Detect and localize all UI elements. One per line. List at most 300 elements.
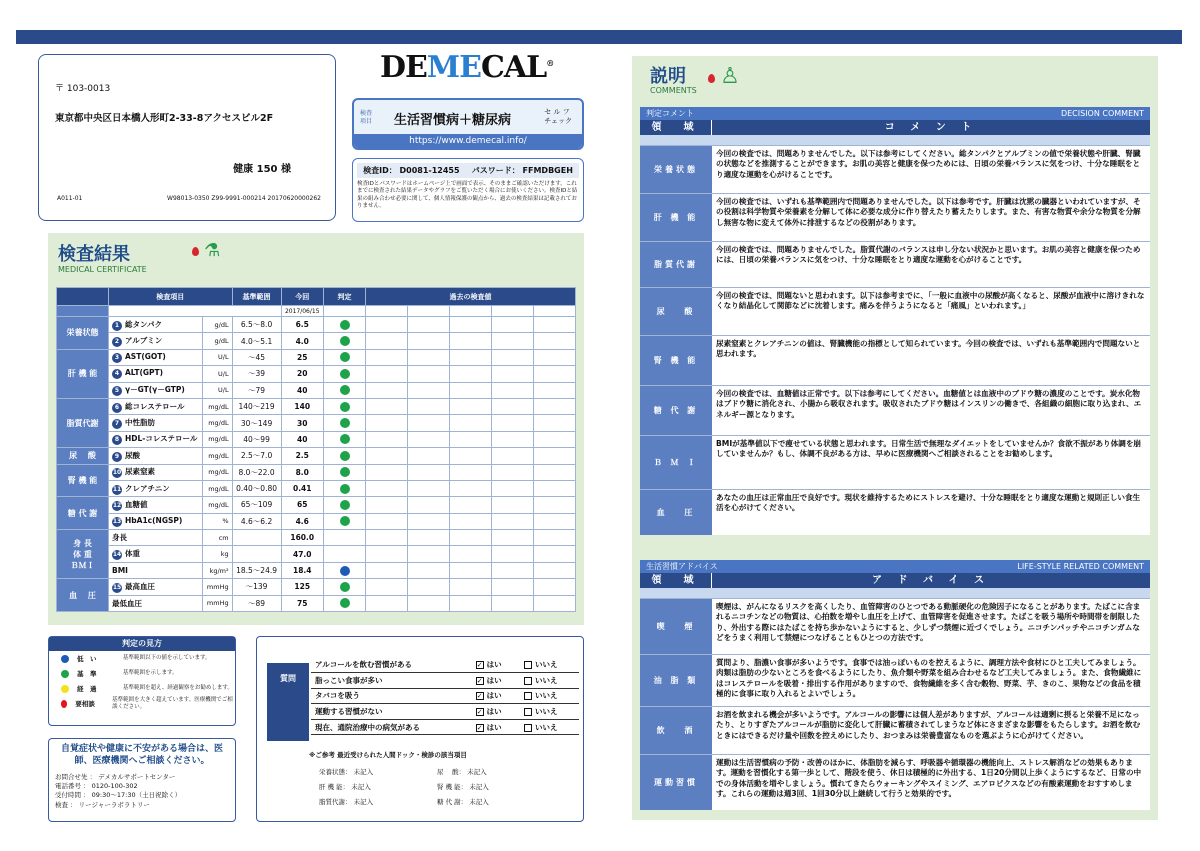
item-name: HbA1c(NGSP) [125, 515, 183, 525]
comment-area: Ｂ Ｍ Ｉ [640, 436, 712, 489]
test-item [109, 497, 203, 513]
legend-desc: 基準範囲以下の値を示しています。 [123, 655, 211, 662]
checkbox-empty-icon [524, 708, 532, 716]
legend-label: 基 準 [77, 670, 97, 678]
past-value-cell [492, 497, 534, 513]
table-row [57, 562, 576, 578]
credentials-panel [352, 158, 584, 222]
question-text: 現在、通院治療中の病気がある [311, 719, 472, 735]
past-value-cell [492, 333, 534, 349]
past-value-cell [492, 349, 534, 365]
password: パスワード： FFMDBGEH [471, 166, 573, 175]
past-value-cell [366, 333, 408, 349]
checkbox-checked-icon: ✓ [476, 661, 483, 670]
comment-text: 運動は生活習慣病の予防・改善のほかに、体脂肪を減らす、呼吸器や循環器の機能向上、ストレス解消などの効果もあります。運動を習慣化する第一歩として、階段を使う、休日は積極的に外出する、1日20分間以上歩くようにするなど、日常の中での身体活動を増やしましょう。慣れてきたらウォーキングやスイミング、エアロビクスなどの有酸素運動をおすすめします。これらの運動は週3回、1回30分以上継続して行うと効果的です。 [712, 755, 1150, 810]
current-value: 125 [281, 579, 324, 595]
past-value-cell [366, 464, 408, 480]
answer-no[interactable] [520, 688, 579, 704]
test-item [109, 480, 203, 496]
judgement-cell [324, 546, 366, 562]
past-value-cell [450, 464, 492, 480]
questionnaire-panel [256, 636, 584, 822]
item-name: BMI [112, 566, 128, 576]
past-value-cell [492, 382, 534, 398]
judgement-cell [324, 349, 366, 365]
item-name: AST(GOT) [125, 351, 166, 361]
past-value-cell [366, 349, 408, 365]
test-id: 検査ID： D0081-12455 [363, 166, 460, 175]
past-value-cell [534, 431, 576, 447]
comment-text: あなたの血圧は正常血圧で良好です。現状を維持するためにストレスを避け、十分な睡眠をとり適度な運動と規則正しい食生活を心がけてください。 [712, 490, 1150, 535]
item-unit: U/L [203, 382, 232, 398]
item-number: 14 [112, 551, 122, 559]
item-number: 5 [112, 386, 122, 396]
contact-line: 電話番号 ： 0120-100-302 [55, 782, 138, 791]
past-value-cell [492, 562, 534, 578]
comment-row [640, 385, 1150, 435]
past-value-cell [492, 595, 534, 611]
category-label: 脂質代謝 [57, 398, 109, 447]
test-item [109, 448, 203, 464]
comment-row [640, 598, 1150, 654]
yes-label: はい [486, 675, 502, 685]
legend-label: 低 い [77, 655, 97, 663]
past-value-cell [366, 317, 408, 333]
checkbox-checked-icon: ✓ [476, 723, 483, 732]
history-item: 糖 代 謝： 未記入 [437, 797, 489, 806]
no-label: いいえ [534, 707, 558, 717]
reference-range: ～139 [232, 579, 281, 595]
microscope-icon: ⚗ [192, 240, 220, 261]
past-cell [534, 306, 576, 317]
past-value-cell [366, 382, 408, 398]
judgement-dot-icon [340, 516, 350, 526]
legend-panel [48, 636, 236, 726]
past-value-cell [450, 333, 492, 349]
past-value-cell [408, 333, 450, 349]
legend-item [49, 696, 235, 711]
past-value-cell [408, 513, 450, 529]
category-label: 尿 酸 [57, 448, 109, 464]
test-type-panel [352, 98, 584, 150]
judgement-dot-icon [340, 352, 350, 362]
item-number: 1 [112, 321, 122, 331]
current-value: 20 [281, 366, 324, 382]
test-item [109, 464, 203, 480]
reference-range: 65～109 [232, 497, 281, 513]
past-value-cell [450, 366, 492, 382]
item-number: 11 [112, 485, 122, 493]
results-title: 検査結果 [58, 244, 130, 265]
comment-row [640, 241, 1150, 287]
past-value-cell [534, 480, 576, 496]
past-value-cell [366, 530, 408, 546]
table-row [57, 595, 576, 611]
item-unit: kg [203, 546, 232, 562]
comment-text: 質問より、脂濃い食事が多いようです。食事では油っぽいものを控えるように、調理方法や食材にひと工夫してみましょう。肉類は脂肪の少ないところを食べるようにしたり、魚介類や野菜を組み合わせるなど工夫してみましょう。また、食物繊維にはコレステロールを吸着・排出する作用がありますので、食物繊維を多く含む穀物、野菜、芋、きのこ、果物などの食品を積極的に食事に取り入れるとよいでしょう。 [712, 655, 1150, 706]
contact-line: お問合せ先 ： デメカルサポートセンター [55, 773, 176, 782]
header-current: 今回 [281, 288, 324, 306]
no-label: いいえ [534, 691, 558, 701]
test-item [109, 382, 203, 398]
category-label: 腎 機 能 [57, 464, 109, 497]
judgement-cell [324, 480, 366, 496]
advice-col-advice: ア ド バ イ ス [872, 575, 990, 586]
past-value-cell [450, 579, 492, 595]
past-cell [450, 306, 492, 317]
current-value: 47.0 [281, 546, 324, 562]
past-value-cell [534, 382, 576, 398]
reference-note: ※ご参考 最近受けられた人間ドック・検診の該当項目 [309, 751, 467, 759]
past-value-cell [366, 513, 408, 529]
no-label: いいえ [534, 722, 558, 732]
judgement-dot-icon [340, 336, 350, 346]
test-date: 2017/06/15 [281, 306, 324, 317]
past-value-cell [366, 595, 408, 611]
no-label: いいえ [534, 675, 558, 685]
comment-area: 運動習慣 [640, 755, 712, 810]
answer-no[interactable] [520, 673, 579, 689]
comment-text: 喫煙は、がんになるリスクを高くしたり、血管障害のひとつである動脈硬化の危険因子になることがあります。たばこに含まれるニコチンなどの物質は、心拍数を増やし血圧を上げて、血管障害を促進させます。たばこを吸う場所や時間帯を制限したり、外出する際にはたばこを持ち歩かないようにすると、少しずつ禁煙に近づくでしょう。ニコチンパッチやニコチンガムなどをうまく利用して禁煙につなげることもひとつの方法です。 [712, 599, 1150, 654]
item-name: 総タンパク [125, 319, 162, 329]
past-value-cell [492, 464, 534, 480]
answer-yes[interactable] [472, 673, 520, 689]
past-value-cell [492, 480, 534, 496]
item-number: 10 [112, 469, 122, 477]
test-item [109, 415, 203, 431]
past-value-cell [366, 398, 408, 414]
question-row [311, 688, 579, 704]
legend-item [49, 681, 235, 696]
contact-line: 検査 ： リージャーラボラトリー [55, 800, 150, 809]
item-name: 尿酸 [125, 450, 140, 460]
yes-label: はい [486, 707, 502, 717]
comment-row [640, 193, 1150, 241]
past-value-cell [450, 530, 492, 546]
item-unit: cm [203, 530, 232, 546]
judgement-dot-icon [340, 451, 350, 461]
past-value-cell [450, 398, 492, 414]
past-value-cell [534, 464, 576, 480]
judgement-dot-icon [340, 500, 350, 510]
comment-row [640, 435, 1150, 489]
answer-no[interactable] [520, 657, 579, 673]
reference-range: 6.5～8.0 [232, 317, 281, 333]
past-value-cell [492, 579, 534, 595]
comment-row [640, 335, 1150, 385]
past-value-cell [450, 562, 492, 578]
history-list [319, 765, 569, 810]
judgement-dot-icon [340, 566, 350, 576]
reference-range: ～79 [232, 382, 281, 398]
past-value-cell [534, 546, 576, 562]
item-number: 4 [112, 369, 122, 379]
test-item [109, 366, 203, 382]
item-unit: % [203, 513, 232, 529]
decision-col-area: 領 域 [640, 120, 712, 135]
advice-table [640, 560, 1150, 810]
header-past: 過去の検査値 [366, 288, 576, 306]
legend-label: 要相談 [75, 700, 95, 708]
item-name: アルブミン [125, 336, 163, 346]
reference-range: 30～149 [232, 415, 281, 431]
header-range: 基準範囲 [232, 288, 281, 306]
results-table [56, 287, 576, 612]
judgement-dot-icon [340, 418, 350, 428]
reference-range: ～45 [232, 349, 281, 365]
table-row [57, 464, 576, 480]
test-item [109, 579, 203, 595]
answer-no[interactable] [520, 704, 579, 720]
category-label: 血 圧 [57, 579, 109, 612]
table-row [57, 415, 576, 431]
comment-row [640, 754, 1150, 810]
table-row [57, 431, 576, 447]
past-value-cell [450, 448, 492, 464]
item-unit: g/dL [203, 317, 232, 333]
question-row [311, 704, 579, 720]
judgement-cell [324, 333, 366, 349]
item-number: 7 [112, 419, 122, 429]
comment-row [640, 489, 1150, 535]
category-label: 糖 代 謝 [57, 497, 109, 530]
past-value-cell [534, 317, 576, 333]
item-unit: U/L [203, 366, 232, 382]
judgement-cell [324, 366, 366, 382]
question-row [311, 673, 579, 689]
item-unit: mg/dL [203, 497, 232, 513]
legend-item [49, 651, 235, 666]
past-value-cell [450, 513, 492, 529]
past-value-cell [492, 317, 534, 333]
checkbox-checked-icon: ✓ [476, 708, 483, 717]
item-unit: g/dL [203, 333, 232, 349]
test-item [109, 333, 203, 349]
past-value-cell [492, 530, 534, 546]
item-unit: mg/dL [203, 480, 232, 496]
item-number: 12 [112, 501, 122, 509]
item-name: γ－GT(γ－GTP) [125, 385, 185, 395]
self-check-label: セ ル フ チェック [544, 108, 572, 126]
item-name: ALT(GPT) [125, 368, 164, 378]
past-value-cell [408, 546, 450, 562]
comment-row [640, 145, 1150, 193]
item-name: 尿素窒素 [125, 467, 155, 477]
answer-no[interactable] [520, 719, 579, 735]
item-unit: mmHg [203, 579, 232, 595]
test-label: 検査 項目 [360, 110, 373, 126]
item-name: クレアチニン [125, 483, 170, 493]
judgement-cell [324, 497, 366, 513]
checkbox-checked-icon: ✓ [476, 676, 483, 685]
question-text: タバコを吸う [311, 688, 472, 704]
test-item [109, 513, 203, 529]
checkbox-empty-icon [524, 724, 532, 732]
test-item [109, 530, 203, 546]
past-value-cell [408, 366, 450, 382]
past-value-cell [492, 415, 534, 431]
comment-text: 今回の検査では、血糖値は正常です。以下は参考にしてください。血糖値とは血液中のブドウ糖の濃度のことです。炭水化物はブドウ糖に消化され、小腸から吸収されます。吸収されたブドウ糖はインスリンの働きで、各組織の細胞に取り込まれ、エネルギー源となります。 [712, 386, 1150, 435]
results-subtitle: MEDICAL CERTIFICATE [58, 265, 147, 274]
comment-row [640, 654, 1150, 706]
history-item: 栄養状態： 未記入 [319, 768, 374, 776]
recipient-name: 健康 150 様 [233, 164, 291, 175]
past-value-cell [366, 480, 408, 496]
answer-yes[interactable] [472, 704, 520, 720]
past-value-cell [408, 595, 450, 611]
category-label: 栄養状態 [57, 317, 109, 350]
answer-yes[interactable] [472, 688, 520, 704]
item-number: 9 [112, 452, 122, 462]
checkbox-empty-icon [524, 677, 532, 685]
website-url[interactable]: https://www.demecal.info/ [354, 134, 582, 148]
past-value-cell [534, 579, 576, 595]
reference-range: 0.40～0.80 [232, 480, 281, 496]
category-label: 身 長 体 重 ＢＭＩ [57, 530, 109, 579]
item-name: 血糖値 [125, 499, 148, 509]
comments-title: 説明 [650, 66, 686, 87]
past-value-cell [492, 546, 534, 562]
past-value-cell [366, 431, 408, 447]
past-value-cell [408, 448, 450, 464]
item-unit: kg/m² [203, 562, 232, 578]
answer-yes[interactable] [472, 719, 520, 735]
question-head: 質問 [267, 663, 309, 741]
current-value: 8.0 [281, 464, 324, 480]
legend-desc: 基準範囲を超え、経過観察をお勧めします。 [123, 685, 233, 692]
item-number: 2 [112, 337, 122, 347]
past-value-cell [366, 448, 408, 464]
person-icon: ♙ [708, 64, 740, 89]
past-value-cell [450, 431, 492, 447]
past-cell [324, 306, 366, 317]
test-item [109, 546, 203, 562]
current-value: 6.5 [281, 317, 324, 333]
past-value-cell [408, 464, 450, 480]
comments-subtitle: COMMENTS [650, 86, 697, 95]
legend-desc: 基準範囲を大きく超えています。医療機関でご相談ください。 [112, 696, 233, 710]
question-text: アルコールを飲む習慣がある [311, 657, 472, 673]
address-panel [38, 54, 336, 221]
test-item [109, 562, 203, 578]
question-row [311, 657, 579, 673]
item-unit: mg/dL [203, 448, 232, 464]
table-row [57, 317, 576, 333]
code-right: W98013-0350 Z99-9991-000214 20170620000262 [167, 195, 321, 202]
past-value-cell [408, 480, 450, 496]
comment-text: 今回の検査では、問題ないと思われます。以下は参考までに、「一般に血液中の尿酸が高くなると、尿酸が血液中に溶けきれなくなり結晶化して関節などに沈着します。痛みを伴うようになると「痛風」といわれます。」 [712, 288, 1150, 335]
table-row [57, 382, 576, 398]
current-value: 160.0 [281, 530, 324, 546]
comment-row [640, 706, 1150, 754]
judgement-cell [324, 382, 366, 398]
judgement-dot-icon [340, 385, 350, 395]
judgement-cell [324, 415, 366, 431]
comment-text: お酒を飲まれる機会が多いようです。アルコールの影響には個人差がありますが、アルコールは適剰に摂ると栄養不足になったり、とりすぎたアルコールが脂肪に変化して肝臓に蓄積されてしまうなど体にさまざまな影響をもたらします。お酒を飲むときにはできるだけ量や回数を控えめにしたり、おつまみは栄養豊富なものを選ぶように心がけてください。 [712, 707, 1150, 754]
current-value: 40 [281, 431, 324, 447]
past-value-cell [492, 448, 534, 464]
test-item [109, 349, 203, 365]
comment-row [640, 287, 1150, 335]
past-value-cell [408, 382, 450, 398]
legend-label: 経 過 [77, 685, 97, 693]
contact-line: 受付時間 ： 09:30～17:30（土日祝除く） [55, 791, 182, 800]
street-address: 東京都中央区日本橋人形町2-33-8アクセスビル2F [55, 113, 274, 124]
comment-text: BMIが基準値以下で痩せている状態と思われます。日常生活で無理なダイエットをしていませんか？食欲不振があり体調を崩していませんか？もし、体調不良がある方は、早めに医療機関へご相談されることをお勧めします。 [712, 436, 1150, 489]
date-row-blank [57, 306, 109, 317]
item-name: 身長 [112, 533, 127, 543]
test-title: 生活習慣病＋糖尿病 [394, 113, 512, 128]
item-unit: U/L [203, 349, 232, 365]
past-value-cell [366, 415, 408, 431]
comment-text: 今回の検査では、問題ありませんでした。脂質代謝のバランスは申し分ない状況かと思います。お肌の美容と健康を保つためには、日頃の栄養バランスに気をつけ、十分な睡眠をとり適度な運動を心がけることです。 [712, 242, 1150, 287]
judgement-cell [324, 431, 366, 447]
legend-dot-icon [61, 655, 69, 663]
decision-jp: 判定コメント [646, 109, 694, 118]
reference-range: 4.6～6.2 [232, 513, 281, 529]
current-value: 30 [281, 415, 324, 431]
judgement-cell [324, 464, 366, 480]
table-row [57, 366, 576, 382]
past-value-cell [408, 398, 450, 414]
comment-area: 腎 機 能 [640, 336, 712, 385]
past-value-cell [534, 349, 576, 365]
reference-range: 2.5～7.0 [232, 448, 281, 464]
code-left: A011-01 [57, 195, 83, 202]
reference-range [232, 546, 281, 562]
past-value-cell [534, 415, 576, 431]
date-row-fill [109, 306, 282, 317]
decision-comment-table [640, 107, 1150, 535]
past-value-cell [450, 382, 492, 398]
item-number: 3 [112, 353, 122, 363]
past-value-cell [408, 579, 450, 595]
history-item: 腎 機 能： 未記入 [437, 782, 489, 791]
test-item [109, 431, 203, 447]
item-unit: mg/dL [203, 464, 232, 480]
comment-area: 尿 酸 [640, 288, 712, 335]
test-item [109, 317, 203, 333]
item-name: HDL-コレステロール [125, 434, 198, 444]
past-cell [366, 306, 408, 317]
header-item: 検査項目 [109, 288, 233, 306]
item-number: 6 [112, 403, 122, 413]
item-name: 体重 [125, 549, 140, 559]
item-unit: mg/dL [203, 415, 232, 431]
current-value: 18.4 [281, 562, 324, 578]
past-value-cell [450, 349, 492, 365]
current-value: 2.5 [281, 448, 324, 464]
item-unit: mmHg [203, 595, 232, 611]
past-value-cell [450, 317, 492, 333]
judgement-dot-icon [340, 598, 350, 608]
current-value: 25 [281, 349, 324, 365]
answer-yes[interactable] [472, 657, 520, 673]
advice-jp: 生活習慣アドバイス [646, 562, 718, 571]
legend-dot-icon [61, 670, 69, 678]
judgement-dot-icon [340, 369, 350, 379]
item-name: 最低血圧 [112, 598, 142, 608]
past-value-cell [366, 366, 408, 382]
current-value: 65 [281, 497, 324, 513]
table-row [57, 530, 576, 546]
comment-area: 血 圧 [640, 490, 712, 535]
past-value-cell [408, 431, 450, 447]
legend-title: 判定の見方 [49, 637, 235, 651]
reference-range: 4.0～5.1 [232, 333, 281, 349]
past-value-cell [366, 562, 408, 578]
comment-area: 肝 機 能 [640, 194, 712, 241]
